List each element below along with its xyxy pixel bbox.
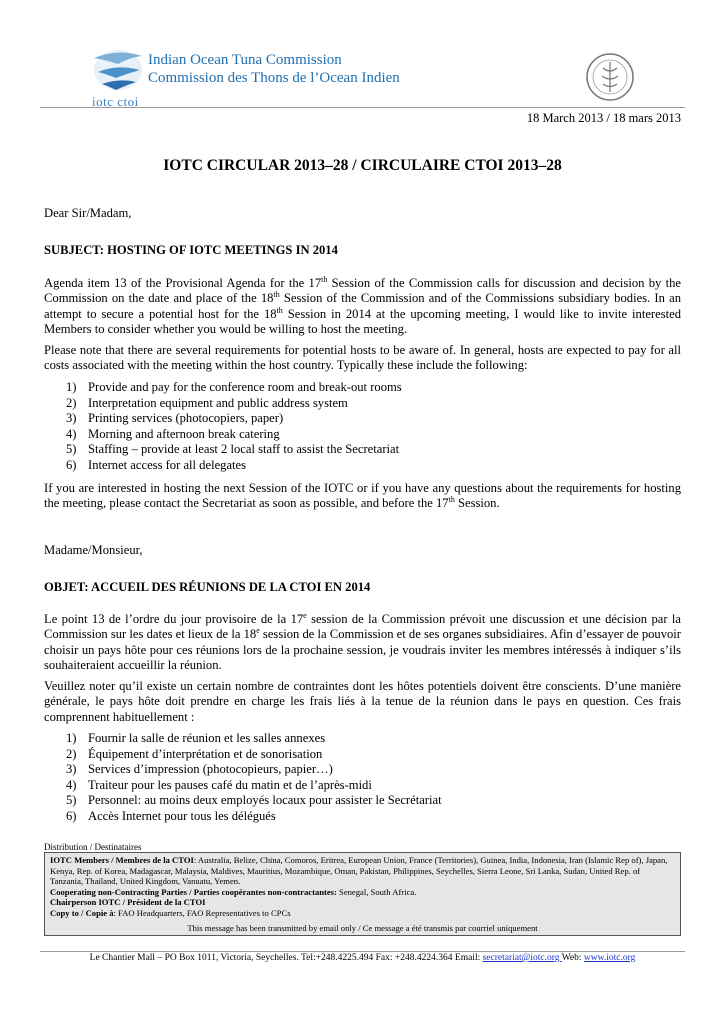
distribution-copy: Copy to / Copie à: FAO Headquarters, FAO Representatives to CPCs (50, 907, 291, 918)
list-item: 3) Printing services (photocopiers, paper) (66, 411, 284, 426)
email-only-note: This message has been transmitted by email only / Ce message a été transmis par courriel uniquement (187, 922, 538, 933)
list-item: 4) Morning and afternoon break catering (66, 426, 280, 441)
distribution-members: IOTC Members / Membres de la CTOI: Australia, Belize, China, Comoros, Eritrea, European Union, France (Territories), Guinea, India, Indonesia, Iran (Islamic Rep of), Japan, Kenya, Rep. of Korea, Madagascar, Malaysia, Maldives, Mauritius, Mozambique, Oman, Pakistan, Philippines, Seychelles, Sierra Leone, Sri Lanka, Sudan, United Rep. of Tanzania, Thailand, United Kingdom, Vanuatu, Yemen. (50, 855, 668, 887)
circular-date: 18 March 2013 / 18 mars 2013 (526, 111, 681, 125)
subject-fr: OBJET: ACCUEIL DES RÉUNIONS DE LA CTOI EN 2014 (44, 580, 371, 594)
distribution-label: Distribution / Destinataires (44, 842, 142, 852)
distribution-chair: Chairperson IOTC / Président de la CTOI (50, 897, 206, 908)
paragraph-fr-1: Le point 13 de l’ordre du jour provisoire de la 17e session de la Commission prévoit une discussion et une décision par la Commission sur les dates et lieux de la 18e session de la Commission et de ses organes subsidiaires. Afin d’essayer de pouvoir choisir un pays hôte pour ces réunions lors de la prochaine session, je voudrais inviter les membres intéressés à indiquer s’ils souhaiteraient accueillir la réunion. (44, 610, 681, 673)
website-link[interactable]: www.iotc.org (583, 953, 636, 963)
list-item: 3) Services d’impression (photocopieurs, papier…) (66, 762, 333, 777)
requirements-list-fr (44, 731, 681, 825)
org-name-fr: Commission des Thons de l’Ocean Indien (148, 70, 400, 86)
header-divider (40, 107, 685, 108)
org-name-en: Indian Ocean Tuna Commission (148, 52, 342, 68)
distribution-cnc: Cooperating non-Contracting Parties / Parties coopérantes non-contractantes: Senegal, South Africa. (50, 886, 417, 897)
list-item: 2) Interpretation equipment and public address system (66, 395, 348, 410)
secretariat-email-link[interactable]: secretariat@iotc.org (482, 953, 562, 963)
footer-divider (40, 951, 685, 952)
circular-title: IOTC CIRCULAR 2013–28 / CIRCULAIRE CTOI 2013–28 (163, 157, 562, 174)
list-item: 2) Équipement d’interprétation et de sonorisation (66, 746, 323, 761)
paragraph-en-2: Please note that there are several requirements for potential hosts to be aware of. In general, hosts are expected to pay for all costs associated with the meeting within the host country. Typically these include the following: (44, 343, 681, 373)
paragraph-en-3: If you are interested in hosting the next Session of the IOTC or if you have any questions about the requirements for hosting the meeting, please contact the Secretariat as soon as possible, and before the 17th Session. (44, 481, 681, 511)
list-item: 6) Internet access for all delegates (66, 457, 247, 472)
subject-en: SUBJECT: HOSTING OF IOTC MEETINGS IN 2014 (44, 243, 338, 257)
requirements-list-en (44, 380, 681, 474)
paragraph-fr-2: Veuillez noter qu’il existe un certain nombre de contraintes dont les hôtes potentiels doivent être conscients. D’une manière générale, le pays hôte doit prendre en charge les frais liés à la tenue de la réunion dans le pays en question. Ces frais comprennent habituellement : (44, 679, 681, 724)
list-item: 5) Personnel: au moins deux employés locaux pour assister le Secrétariat (66, 793, 442, 808)
list-item: 5) Staffing – provide at least 2 local staff to assist the Secretariat (66, 442, 400, 457)
salutation-fr: Madame/Monsieur, (44, 543, 143, 557)
footer-address: Le Chantier Mall – PO Box 1011, Victoria, Seychelles. Tel:+248.4225.494 Fax: +248.4224.364 Email: secretariat@iotc.org Web: www.iotc.org (89, 953, 636, 963)
distribution-box (44, 852, 681, 936)
paragraph-en-1: Agenda item 13 of the Provisional Agenda for the 17th Session of the Commission calls for discussion and decision by the Commission on the date and place of the 18th Session of the Commission and of the Commissions subsidiary bodies. In an attempt to secure a potential host for the 18th Session in 2014 at the upcoming meeting, I would like to invite interested Members to consider whether you would be willing to host the meeting. (44, 274, 681, 337)
list-item: 6) Accès Internet pour tous les délégués (66, 808, 276, 823)
list-item: 1) Fournir la salle de réunion et les salles annexes (66, 731, 326, 745)
list-item: 4) Traiteur pour les pauses café du matin et de l’après-midi (66, 777, 372, 792)
fao-emblem-icon (585, 52, 635, 102)
list-item: 1) Provide and pay for the conference room and break-out rooms (66, 380, 402, 394)
salutation-en: Dear Sir/Madam, (44, 206, 132, 220)
org-abbreviation: iotc ctoi (92, 94, 139, 109)
